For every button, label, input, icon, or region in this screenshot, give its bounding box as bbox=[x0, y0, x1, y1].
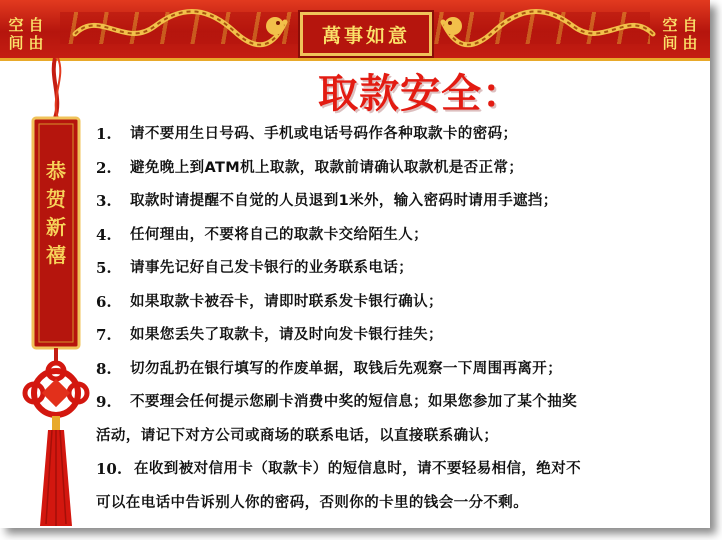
item-text: 取款时请提醒不自觉的人员退到1米外，输入密码时请用手遮挡； bbox=[130, 193, 558, 209]
item-text: 如果您丢失了取款卡，请及时向发卡银行挂失； bbox=[130, 327, 443, 343]
item-number: 3. bbox=[96, 192, 112, 210]
corner-char: 自 bbox=[682, 16, 698, 34]
corner-char: 自 bbox=[28, 16, 44, 34]
item-text: 在收到被对信用卡（取款卡）的短信息时，请不要轻易相信，绝对不 bbox=[134, 461, 581, 477]
dragon-left-icon bbox=[70, 4, 290, 54]
item-number: 6. bbox=[96, 292, 112, 311]
item-number: 2. bbox=[96, 158, 112, 177]
top-banner bbox=[0, 0, 710, 61]
corner-char: 由 bbox=[28, 34, 44, 52]
item-text: 请事先记好自己发卡银行的业务联系电话； bbox=[130, 260, 414, 276]
banner-plaque: 萬事如意 bbox=[300, 12, 432, 56]
tassel-plaque-char: 新 bbox=[46, 215, 66, 239]
corner-char: 间 bbox=[8, 34, 24, 52]
tassel-plaque-char: 禧 bbox=[46, 243, 66, 267]
safety-tips-list bbox=[0, 118, 708, 520]
corner-char: 空 bbox=[8, 16, 24, 34]
item-number: 4. bbox=[96, 225, 112, 244]
corner-char: 间 bbox=[662, 34, 678, 52]
item-text: 如果取款卡被吞卡，请即时联系发卡银行确认； bbox=[130, 293, 443, 310]
item-text: 任何理由，不要将自己的取款卡交给陌生人； bbox=[130, 226, 428, 243]
banner-corner-right bbox=[660, 12, 704, 56]
list-item bbox=[0, 286, 708, 320]
list-item bbox=[0, 252, 708, 286]
list-item bbox=[0, 386, 708, 420]
corner-char: 由 bbox=[682, 34, 698, 52]
tassel-plaque-char: 贺 bbox=[46, 187, 66, 211]
item-number: 1. bbox=[96, 125, 112, 143]
item-text: 请不要用生日号码、手机或电话号码作各种取款卡的密码； bbox=[130, 126, 518, 142]
list-item-continuation bbox=[0, 487, 708, 521]
item-text: 活动，请记下对方公司或商场的联系电话，以直接联系确认； bbox=[96, 427, 499, 444]
list-item bbox=[0, 219, 708, 253]
item-text: 避免晚上到ATM机上取款，取款前请确认取款机是否正常； bbox=[130, 159, 524, 176]
item-text: 可以在电话中告诉别人你的密码，否则你的卡里的钱会一分不剩。 bbox=[96, 494, 529, 511]
item-text: 不要理会任何提示您刷卡消费中奖的短信息；如果您参加了某个抽奖 bbox=[130, 394, 577, 410]
list-item bbox=[0, 353, 708, 387]
page-title: 取款安全： bbox=[318, 70, 523, 117]
item-number: 10. bbox=[96, 460, 123, 478]
tassel-plaque-char: 恭 bbox=[46, 159, 66, 183]
list-item bbox=[0, 319, 708, 353]
item-number: 9. bbox=[96, 393, 112, 411]
list-item bbox=[0, 118, 708, 152]
item-number: 5. bbox=[96, 259, 112, 277]
list-item bbox=[0, 453, 708, 487]
item-text: 切勿乱扔在银行填写的作废单据，取钱后先观察一下周围再离开； bbox=[130, 360, 563, 377]
list-item-continuation bbox=[0, 420, 708, 454]
item-number: 7. bbox=[96, 326, 112, 344]
corner-char: 空 bbox=[662, 16, 678, 34]
list-item bbox=[0, 185, 708, 219]
list-item bbox=[0, 152, 708, 186]
item-number: 8. bbox=[96, 359, 112, 378]
banner-corner-left bbox=[6, 12, 50, 56]
dragon-right-icon bbox=[438, 4, 658, 54]
